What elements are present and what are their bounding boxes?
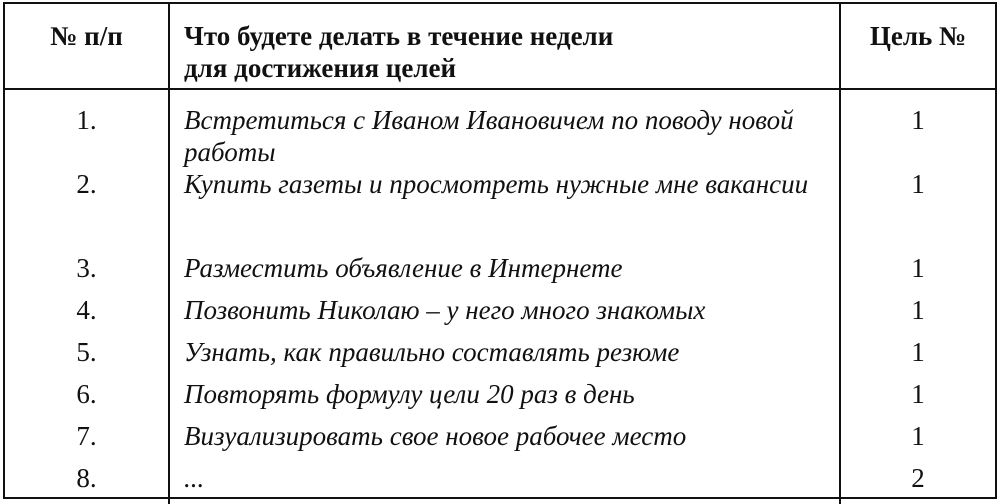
row-number: 6. — [76, 379, 97, 409]
row-goal: 1 — [840, 420, 995, 462]
table-row — [5, 252, 995, 294]
table-row — [5, 168, 995, 252]
row-task: Разместить объявление в Интернете — [169, 252, 840, 294]
row-task: ... — [169, 462, 840, 504]
weekly-actions-table — [5, 4, 995, 504]
table-row — [5, 336, 995, 378]
row-number: 8. — [76, 463, 97, 493]
row-goal: 1 — [840, 252, 995, 294]
row-task: Визуализировать свое новое рабочее место — [169, 420, 840, 462]
row-task: Позвонить Николаю – у него много знакомых — [169, 294, 840, 336]
header-task — [169, 4, 840, 89]
weekly-actions-table-frame — [3, 2, 997, 499]
row-number: 7. — [76, 421, 97, 451]
header-row — [5, 4, 995, 89]
row-task: Повторять формулу цели 20 раз в день — [169, 378, 840, 420]
row-task: Встретиться с Иваном Ивановичем по поводу новой работы — [169, 89, 840, 168]
row-number: 5. — [76, 337, 97, 367]
table-row — [5, 420, 995, 462]
row-task: Купить газеты и просмотреть нужные мне вакансии — [169, 168, 840, 252]
table-row — [5, 89, 995, 168]
table-row — [5, 462, 995, 504]
row-number: 4. — [76, 295, 97, 325]
header-number: № п/п — [5, 4, 169, 89]
table-body — [5, 89, 995, 504]
table-header — [5, 4, 995, 89]
row-task: Узнать, как правильно составлять резюме — [169, 336, 840, 378]
row-goal: 1 — [840, 168, 995, 252]
header-task-line-2: для достижения целей — [184, 53, 457, 83]
row-number: 1. — [76, 105, 97, 135]
row-number: 3. — [76, 253, 97, 283]
header-goal: Цель № — [840, 4, 995, 89]
row-goal: 2 — [840, 462, 995, 504]
table-row — [5, 294, 995, 336]
row-goal: 1 — [840, 336, 995, 378]
row-number: 2. — [76, 169, 97, 199]
row-goal: 1 — [840, 378, 995, 420]
row-goal: 1 — [840, 89, 995, 168]
row-goal: 1 — [840, 294, 995, 336]
table-row — [5, 378, 995, 420]
header-task-line-1: Что будете делать в течение недели — [184, 21, 614, 51]
